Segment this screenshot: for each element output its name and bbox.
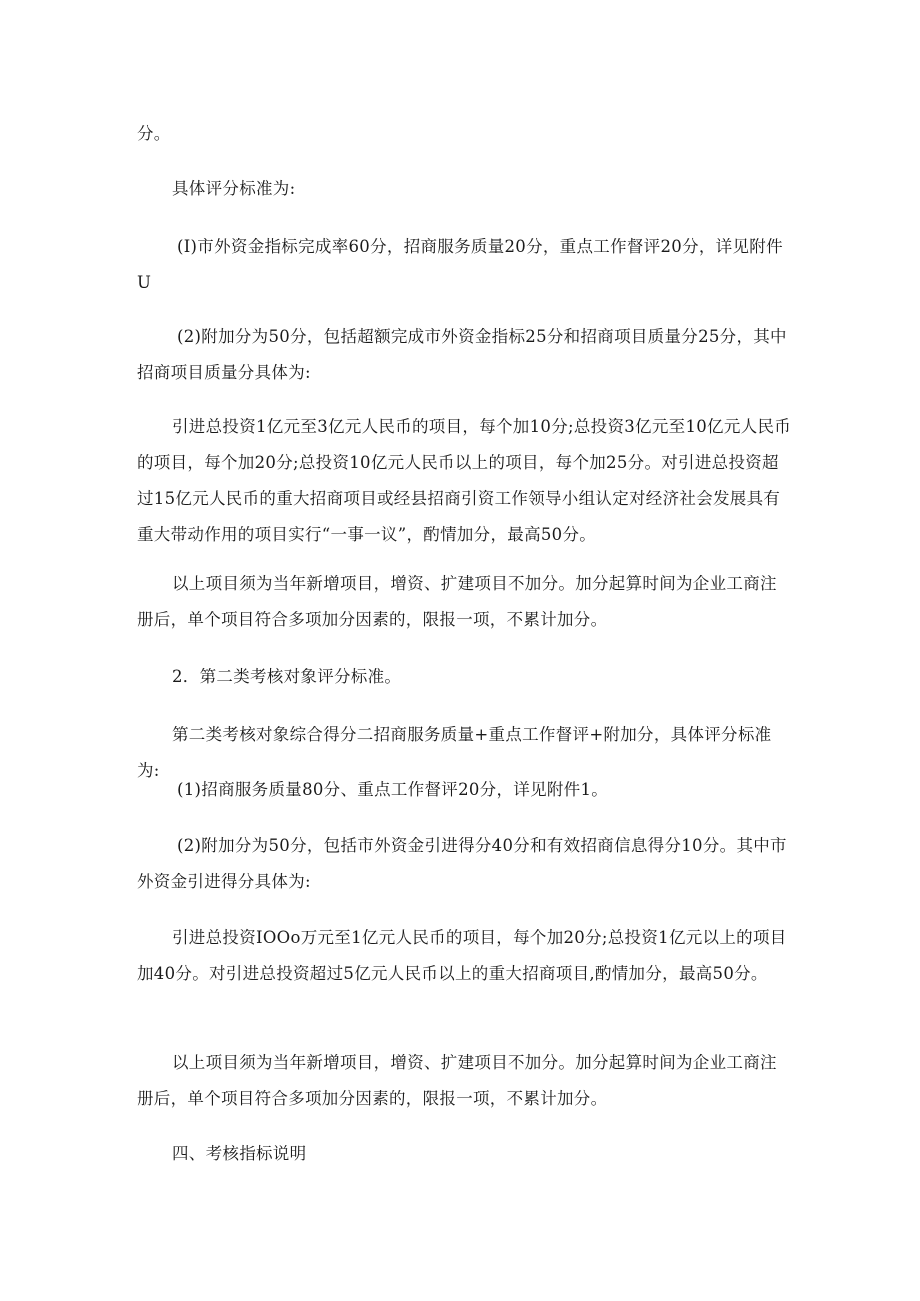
paragraph-category-2-formula: 第二类考核对象综合得分二招商服务质量+重点工作督评+附加分，具体评分标准为: (137, 725, 772, 780)
paragraph-category-2-item-2: (2)附加分为50分，包括市外资金引进得分40分和有效招商信息得分10分。其中市外资金引进得分具体为: (137, 836, 787, 891)
paragraph-scoring-intro: 具体评分标准为: (172, 179, 296, 198)
paragraph-category-2-item-1: (1)招商服务质量80分、重点工作督评20分，详见附件1。 (177, 780, 609, 799)
paragraph-investment-bonus: 引进总投资1亿元至3亿元人民币的项目，每个加10分;总投资3亿元至10亿元人民币的项目，每个加20分;总投资10亿元人民币以上的项目，每个加25分。对引进总投资超过15亿元人民币的重大招商项目或经县招商引资工作领导小组认定对经济社会发展具有重大带动作用的项目实行“一事一议”，酌情加分，最高50分。 (137, 417, 792, 544)
section-heading-category-2: 2．第二类考核对象评分标准。 (172, 667, 402, 686)
paragraph-continuation: 分。 (137, 124, 171, 143)
section-heading-4: 四、考核指标说明 (172, 1144, 307, 1163)
paragraph-item-2: (2)附加分为50分，包括超额完成市外资金指标25分和招商项目质量分25分，其中招商项目质量分具体为: (137, 327, 787, 382)
paragraph-category-2-investment: 引进总投资IOOo万元至1亿元人民币的项目，每个加20分;总投资1亿元以上的项目加40分。对引进总投资超过5亿元人民币以上的重大招商项目,酌情加分，最高50分。 (137, 928, 787, 983)
paragraph-item-1: (I)市外资金指标完成率60分，招商服务质量20分，重点工作督评20分，详见附件U (137, 237, 783, 292)
paragraph-new-project-note: 以上项目须为当年新增项目，增资、扩建项目不加分。加分起算时间为企业工商注册后，单个项目符合多项加分因素的，限报一项，不累计加分。 (137, 574, 777, 629)
paragraph-new-project-note-2: 以上项目须为当年新增项目，增资、扩建项目不加分。加分起算时间为企业工商注册后，单个项目符合多项加分因素的，限报一项，不累计加分。 (137, 1053, 777, 1108)
